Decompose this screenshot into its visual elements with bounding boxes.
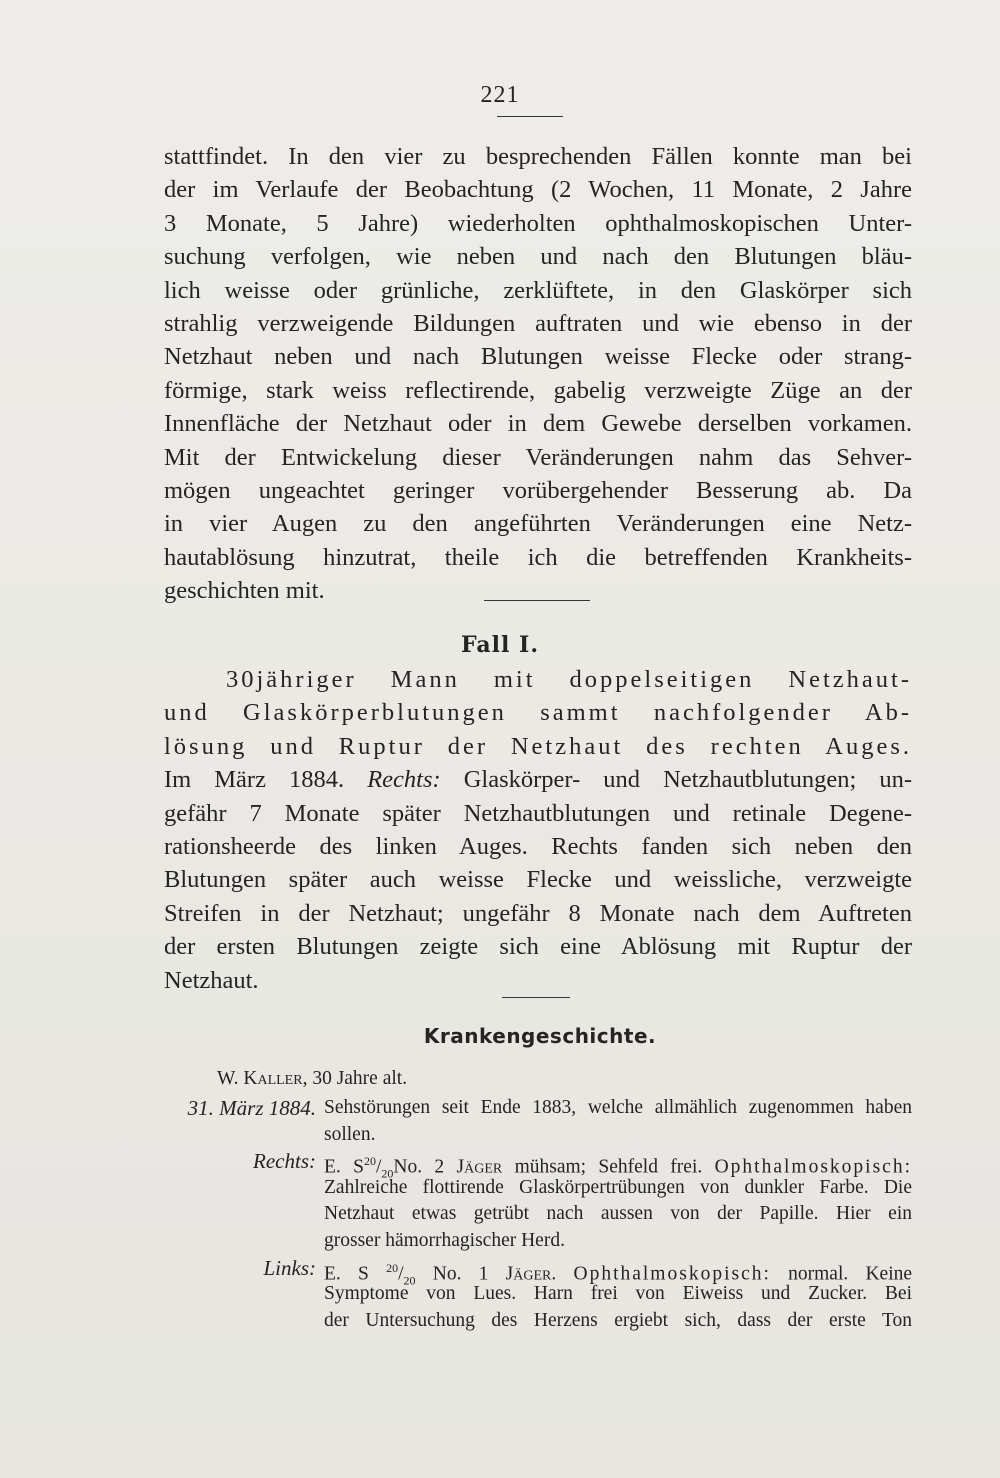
text-line: der ersten Blutungen zeigte sich eine Ablösung mit Ruptur der bbox=[164, 933, 912, 961]
text-line: der Untersuchung des Herzens ergiebt sich, dass der erste Ton bbox=[324, 1309, 912, 1331]
case-heading: Fall I. bbox=[461, 632, 539, 658]
text-line: Netzhaut neben und nach Blutungen weisse Flecke oder strang- bbox=[164, 343, 912, 371]
section-divider bbox=[502, 997, 570, 998]
page-number-rule bbox=[497, 116, 563, 117]
text-line: Zahlreiche flottirende Glaskörpertrübungen von dunkler Farbe. Die bbox=[324, 1176, 912, 1198]
text-fragment: E. S bbox=[324, 1156, 364, 1178]
entry-body bbox=[324, 1095, 912, 1148]
text-line: gefähr 7 Monate später Netzhautblutungen und retinale Degene- bbox=[164, 799, 912, 827]
fraction-numerator: 20 bbox=[363, 1154, 376, 1169]
fraction-numerator: 20 bbox=[386, 1260, 399, 1275]
text-line: der im Verlaufe der Beobachtung (2 Wochen, 11 Monate, 2 Jahre bbox=[164, 176, 912, 204]
history-entry bbox=[170, 1255, 912, 1335]
text-fragment: Ophthalmoskopisch: bbox=[573, 1263, 771, 1285]
fraction-slash: / bbox=[375, 1156, 382, 1178]
author-name: Jäger bbox=[456, 1156, 503, 1178]
entry-body bbox=[324, 1255, 912, 1335]
text-line: Netzhaut etwas getrübt nach aussen von der Papille. Hier ein bbox=[324, 1203, 912, 1225]
author-name: Jäger. bbox=[505, 1263, 557, 1285]
text-line: förmige, stark weiss reflectirende, gabelig verzweigte Züge an der bbox=[164, 376, 912, 404]
text-fragment: No. 1 bbox=[432, 1263, 489, 1285]
patient-initial: W. bbox=[217, 1068, 239, 1089]
text-line: Innenfläche der Netzhaut oder in dem Gewebe derselben vorkamen. bbox=[164, 410, 912, 438]
text-fragment: No. 2 bbox=[393, 1156, 445, 1178]
text-line: geschichten mit. bbox=[164, 577, 325, 605]
text-line: strahlig verzweigende Bildungen auftraten und wie ebenso in der bbox=[164, 309, 912, 337]
text-line: in vier Augen zu den angeführten Veränderungen eine Netz- bbox=[164, 510, 912, 538]
text-line bbox=[324, 1255, 913, 1287]
fraction-denominator: 20 bbox=[403, 1272, 416, 1287]
text-line: Streifen in der Netzhaut; ungefähr 8 Monate nach dem Auftreten bbox=[164, 899, 912, 927]
text-line: rationsheerde des linken Auges. Rechts fanden sich neben den bbox=[164, 832, 912, 860]
date-text: Im März 1884. bbox=[164, 766, 345, 794]
eye-label: Rechts: bbox=[367, 766, 441, 794]
text-fragment: Glaskörper- und Netzhautblutungen; un- bbox=[463, 766, 912, 794]
entry-eye-label: Links: bbox=[263, 1255, 316, 1280]
page-number: 221 bbox=[480, 82, 520, 108]
case-summary bbox=[164, 663, 912, 997]
text-line: Netzhaut. bbox=[164, 966, 259, 994]
entry-date-label: 31. März 1884. bbox=[187, 1096, 316, 1120]
history-entries bbox=[170, 1095, 912, 1334]
entry-eye-label: Rechts: bbox=[253, 1149, 316, 1174]
intro-paragraph bbox=[164, 140, 912, 607]
history-entry bbox=[170, 1148, 912, 1254]
patient-surname: Kaller bbox=[243, 1068, 303, 1089]
text-line: Sehstörungen seit Ende 1883, welche allmählich zugenommen haben bbox=[324, 1097, 912, 1118]
text-line: lösung und Ruptur der Netzhaut des rechten Auges. bbox=[164, 732, 912, 760]
text-line: suchung verfolgen, wie neben und nach den Blutungen bläu- bbox=[164, 243, 912, 271]
entry-body bbox=[324, 1148, 912, 1254]
text-line: Blutungen später auch weisse Flecke und weissliche, verzweigte bbox=[164, 866, 912, 894]
text-line: 30jähriger Mann mit doppelseitigen Netzhaut- bbox=[226, 666, 912, 693]
text-line: Mit der Entwickelung dieser Veränderungen nahm das Sehver- bbox=[164, 443, 912, 471]
text-line: 3 Monate, 5 Jahre) wiederholten ophthalmoskopischen Unter- bbox=[164, 209, 912, 237]
text-line: sollen. bbox=[324, 1123, 376, 1145]
text-line bbox=[164, 763, 912, 796]
text-fragment: normal. Keine bbox=[788, 1263, 913, 1285]
history-heading: Krankengeschichte. bbox=[423, 1024, 657, 1048]
text-fragment: Ophthalmoskopisch: bbox=[714, 1156, 913, 1178]
patient-age: , 30 Jahre alt. bbox=[302, 1068, 408, 1089]
text-line: grosser hämorrhagischer Herd. bbox=[324, 1229, 565, 1251]
text-line bbox=[324, 1148, 913, 1181]
text-line: und Glaskörperblutungen sammt nachfolgender Ab- bbox=[164, 699, 912, 727]
history-entry bbox=[170, 1095, 912, 1148]
text-line: Symptome von Lues. Harn frei von Eiweiss und Zucker. Bei bbox=[324, 1283, 912, 1305]
text-fragment: mühsam; Sehfeld frei. bbox=[514, 1156, 703, 1178]
patient-line bbox=[217, 1066, 617, 1093]
text-line: hautablösung hinzutrat, theile ich die betreffenden Krankheits- bbox=[164, 543, 912, 571]
text-fragment: E. S bbox=[324, 1263, 369, 1285]
text-line: stattfindet. In den vier zu besprechenden Fällen konnte man bei bbox=[164, 143, 912, 170]
fraction-denominator: 20 bbox=[381, 1166, 394, 1181]
fraction-slash: / bbox=[398, 1263, 404, 1285]
text-line: lich weisse oder grünliche, zerklüftete, in den Glaskörper sich bbox=[164, 276, 912, 304]
text-line: mögen ungeachtet geringer vorübergehender Besserung ab. Da bbox=[164, 476, 912, 504]
section-divider bbox=[484, 600, 590, 601]
